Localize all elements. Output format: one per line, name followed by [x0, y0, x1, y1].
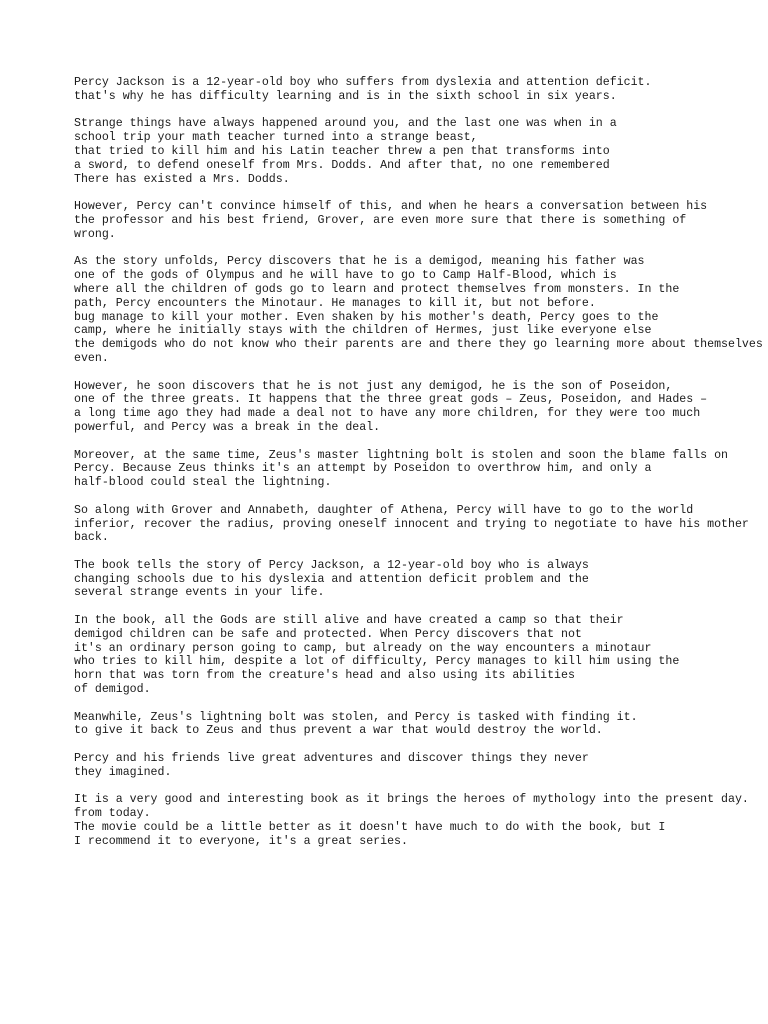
text-line: that's why he has difficulty learning and is in the sixth school in six years.	[74, 89, 617, 103]
text-line: that tried to kill him and his Latin teacher threw a pen that transforms into	[74, 144, 610, 158]
text-line: back.	[74, 531, 109, 545]
text-line: It is a very good and interesting book as it brings the heroes of mythology into the present day.	[74, 793, 749, 807]
text-line: they imagined.	[74, 765, 172, 779]
text-line: As the story unfolds, Percy discovers that he is a demigod, meaning his father was	[74, 255, 645, 269]
text-line: who tries to kill him, despite a lot of difficulty, Percy manages to kill him using the	[74, 655, 680, 669]
paragraph	[74, 117, 768, 186]
paragraph	[74, 793, 768, 848]
text-line: Percy and his friends live great adventures and discover things they never	[74, 752, 589, 766]
text-line: camp, where he initially stays with the children of Hermes, just like everyone else	[74, 324, 652, 338]
text-line: Strange things have always happened around you, and the last one was when in a	[74, 117, 617, 131]
text-line: it's an ordinary person going to camp, but already on the way encounters a minotaur	[74, 641, 652, 655]
paragraph	[74, 711, 768, 739]
text-line: demigod children can be safe and protected. When Percy discovers that not	[74, 627, 582, 641]
paragraph	[74, 380, 768, 435]
paragraph	[74, 76, 768, 104]
paragraph	[74, 752, 768, 780]
text-line: Moreover, at the same time, Zeus's master lightning bolt is stolen and soon the blame falls on	[74, 448, 728, 462]
paragraph	[74, 504, 768, 545]
paragraph	[74, 614, 768, 697]
text-line: So along with Grover and Annabeth, daughter of Athena, Percy will have to go to the world	[74, 503, 694, 517]
text-line: However, he soon discovers that he is not just any demigod, he is the son of Poseidon,	[74, 379, 673, 393]
text-line: one of the three greats. It happens that the three great gods – Zeus, Poseidon, and Hades –	[74, 393, 708, 407]
text-line: Percy Jackson is a 12-year-old boy who suffers from dyslexia and attention deficit.	[74, 76, 652, 89]
text-line: powerful, and Percy was a break in the deal.	[74, 420, 381, 434]
text-line: changing schools due to his dyslexia and attention deficit problem and the	[74, 572, 589, 586]
text-line: a long time ago they had made a deal not to have any more children, for they were too much	[74, 407, 701, 421]
text-line: In the book, all the Gods are still alive and have created a camp so that their	[74, 614, 624, 628]
text-line: of demigod.	[74, 683, 151, 697]
text-line: I recommend it to everyone, it's a great series.	[74, 834, 408, 848]
text-line: to give it back to Zeus and thus prevent a war that would destroy the world.	[74, 724, 603, 738]
paragraph	[74, 200, 768, 241]
text-line: wrong.	[74, 227, 116, 241]
text-line: Percy. Because Zeus thinks it's an attempt by Poseidon to overthrow him, and only a	[74, 462, 652, 476]
text-line: even.	[74, 351, 109, 365]
paragraph	[74, 449, 768, 490]
text-line: a sword, to defend oneself from Mrs. Dodds. And after that, no one remembered	[74, 158, 610, 172]
text-line: one of the gods of Olympus and he will have to go to Camp Half-Blood, which is	[74, 269, 617, 283]
text-line: path, Percy encounters the Minotaur. He manages to kill it, but not before.	[74, 296, 596, 310]
text-line: The movie could be a little better as it doesn't have much to do with the book, but I	[74, 821, 666, 835]
text-line: bug manage to kill your mother. Even shaken by his mother's death, Percy goes to the	[74, 310, 659, 324]
text-line: where all the children of gods go to learn and protect themselves from monsters. In the	[74, 282, 680, 296]
text-line: However, Percy can't convince himself of this, and when he hears a conversation between his	[74, 200, 708, 214]
text-line: inferior, recover the radius, proving oneself innocent and trying to negotiate to have his mother	[74, 517, 749, 531]
text-line: There has existed a Mrs. Dodds.	[74, 172, 290, 186]
text-line: Meanwhile, Zeus's lightning bolt was stolen, and Percy is tasked with finding it.	[74, 710, 638, 724]
text-line: from today.	[74, 807, 151, 821]
text-line: the professor and his best friend, Grover, are even more sure that there is something of	[74, 213, 687, 227]
text-line: the demigods who do not know who their parents are and there they go learning more about themselves	[74, 338, 763, 352]
text-line: horn that was torn from the creature's head and also using its abilities	[74, 669, 575, 683]
text-line: The book tells the story of Percy Jackson, a 12-year-old boy who is always	[74, 558, 589, 572]
text-line: half-blood could steal the lightning.	[74, 476, 332, 490]
text-line: school trip your math teacher turned into a strange beast,	[74, 131, 478, 145]
text-line: several strange events in your life.	[74, 586, 325, 600]
paragraph	[74, 255, 768, 365]
paragraph	[74, 559, 768, 600]
document-page	[74, 76, 768, 862]
